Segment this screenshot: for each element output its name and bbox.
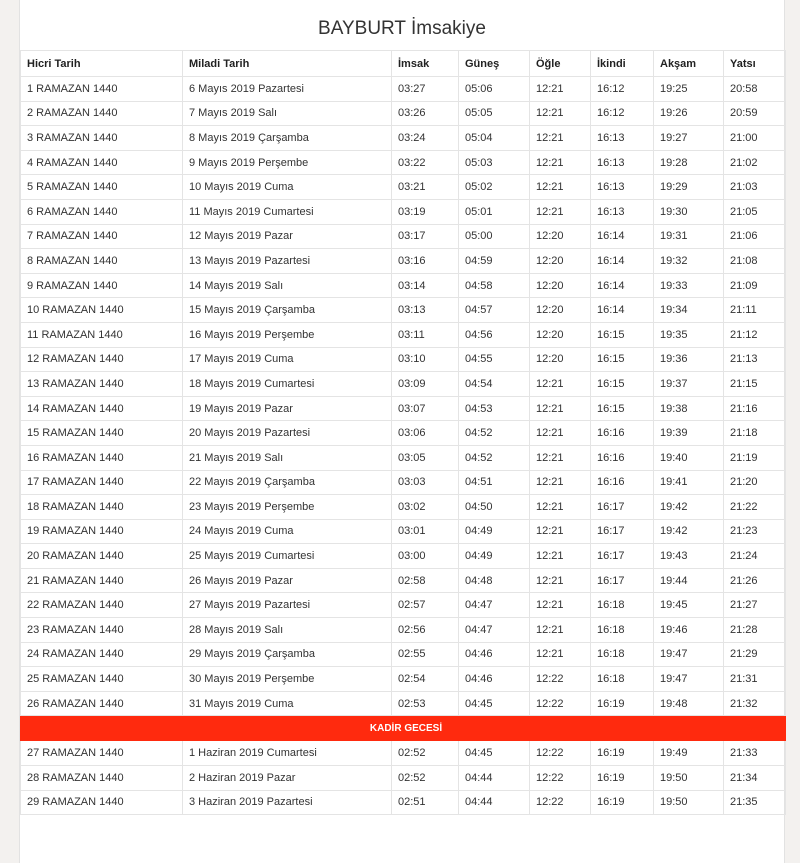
table-cell: 19:50 [654,790,724,815]
table-cell: 12:21 [530,372,591,397]
table-cell: 16:17 [591,495,654,520]
table-cell: 04:56 [459,322,530,347]
table-cell: 19:38 [654,396,724,421]
table-cell: 04:44 [459,766,530,791]
table-cell: 05:03 [459,150,530,175]
table-cell: 27 Mayıs 2019 Pazartesi [183,593,392,618]
table-row [21,544,786,569]
table-cell: 10 Mayıs 2019 Cuma [183,175,392,200]
table-cell: 16:16 [591,445,654,470]
table-row [21,322,786,347]
table-cell: 21:22 [724,495,786,520]
table-row [21,519,786,544]
table-cell: 04:47 [459,593,530,618]
table-cell: 03:02 [392,495,459,520]
table-cell: 16:13 [591,126,654,151]
table-cell: 12:20 [530,322,591,347]
table-cell: 24 RAMAZAN 1440 [21,642,183,667]
table-cell: 03:00 [392,544,459,569]
table-row [21,470,786,495]
table-cell: 12:21 [530,568,591,593]
table-cell: 15 Mayıs 2019 Çarşamba [183,298,392,323]
table-cell: 16:13 [591,175,654,200]
table-cell: 13 Mayıs 2019 Pazartesi [183,249,392,274]
table-cell: 04:48 [459,568,530,593]
table-cell: 19:29 [654,175,724,200]
table-row [21,298,786,323]
col-hicri-tarih: Hicri Tarih [21,51,183,77]
table-row [21,790,786,815]
table-cell: 19:47 [654,642,724,667]
table-cell: 12:20 [530,273,591,298]
table-cell: 16 RAMAZAN 1440 [21,445,183,470]
table-cell: 04:59 [459,249,530,274]
table-cell: 04:45 [459,741,530,766]
table-cell: 16:13 [591,150,654,175]
table-cell: 6 Mayıs 2019 Pazartesi [183,77,392,102]
table-row [21,691,786,716]
table-cell: 03:17 [392,224,459,249]
table-cell: 05:06 [459,77,530,102]
col-imsak: İmsak [392,51,459,77]
table-cell: 2 Haziran 2019 Pazar [183,766,392,791]
table-cell: 4 RAMAZAN 1440 [21,150,183,175]
table-row [21,642,786,667]
table-cell: 12:22 [530,766,591,791]
table-cell: 19:42 [654,519,724,544]
table-cell: 13 RAMAZAN 1440 [21,372,183,397]
table-row [21,495,786,520]
col-yatsi: Yatsı [724,51,786,77]
table-cell: 11 Mayıs 2019 Cumartesi [183,199,392,224]
table-row [21,421,786,446]
table-cell: 23 RAMAZAN 1440 [21,618,183,643]
table-cell: 04:45 [459,691,530,716]
table-row [21,150,786,175]
table-cell: 21:28 [724,618,786,643]
table-cell: 19:27 [654,126,724,151]
table-cell: 12:21 [530,445,591,470]
table-cell: 19:31 [654,224,724,249]
table-cell: 05:00 [459,224,530,249]
table-cell: 22 Mayıs 2019 Çarşamba [183,470,392,495]
table-cell: 31 Mayıs 2019 Cuma [183,691,392,716]
table-cell: 21 RAMAZAN 1440 [21,568,183,593]
table-cell: 03:21 [392,175,459,200]
table-cell: 19:50 [654,766,724,791]
table-cell: 20 Mayıs 2019 Pazartesi [183,421,392,446]
table-cell: 16:19 [591,790,654,815]
table-cell: 19:40 [654,445,724,470]
table-cell: 21:06 [724,224,786,249]
col-aksam: Akşam [654,51,724,77]
table-cell: 21:11 [724,298,786,323]
table-cell: 1 Haziran 2019 Cumartesi [183,741,392,766]
table-cell: 04:50 [459,495,530,520]
table-cell: 03:27 [392,77,459,102]
table-cell: 19:44 [654,568,724,593]
table-cell: 12:20 [530,224,591,249]
table-row [21,126,786,151]
table-cell: 21:12 [724,322,786,347]
table-row [21,101,786,126]
table-cell: 12:21 [530,77,591,102]
table-cell: 21:05 [724,199,786,224]
table-cell: 12:22 [530,741,591,766]
table-cell: 21:02 [724,150,786,175]
table-cell: 24 Mayıs 2019 Cuma [183,519,392,544]
table-cell: 04:51 [459,470,530,495]
table-cell: 21:32 [724,691,786,716]
table-cell: 17 RAMAZAN 1440 [21,470,183,495]
table-cell: 03:22 [392,150,459,175]
table-row [21,396,786,421]
table-cell: 02:58 [392,568,459,593]
table-cell: 21:24 [724,544,786,569]
table-cell: 03:26 [392,101,459,126]
table-cell: 05:02 [459,175,530,200]
table-cell: 16:13 [591,199,654,224]
table-cell: 02:51 [392,790,459,815]
table-cell: 19:47 [654,667,724,692]
table-cell: 03:11 [392,322,459,347]
table-cell: 21:15 [724,372,786,397]
table-cell: 5 RAMAZAN 1440 [21,175,183,200]
table-cell: 03:07 [392,396,459,421]
table-row [21,347,786,372]
kadir-gecesi-row [21,716,786,741]
table-cell: 19:39 [654,421,724,446]
table-cell: 12:21 [530,470,591,495]
table-cell: 12:22 [530,667,591,692]
table-cell: 12:21 [530,495,591,520]
table-cell: 14 RAMAZAN 1440 [21,396,183,421]
table-cell: 19:33 [654,273,724,298]
table-row [21,249,786,274]
table-cell: 16:19 [591,741,654,766]
table-cell: 03:19 [392,199,459,224]
table-cell: 3 RAMAZAN 1440 [21,126,183,151]
table-cell: 21:00 [724,126,786,151]
table-cell: 16:17 [591,544,654,569]
table-cell: 19:42 [654,495,724,520]
table-cell: 16:14 [591,298,654,323]
table-cell: 12:21 [530,150,591,175]
table-row [21,618,786,643]
table-cell: 16:14 [591,273,654,298]
table-cell: 12:21 [530,642,591,667]
table-cell: 9 Mayıs 2019 Perşembe [183,150,392,175]
table-cell: 19:49 [654,741,724,766]
table-cell: 21:33 [724,741,786,766]
imsakiye-card [19,0,785,863]
table-cell: 21:16 [724,396,786,421]
table-cell: 10 RAMAZAN 1440 [21,298,183,323]
table-cell: 03:09 [392,372,459,397]
table-cell: 21:31 [724,667,786,692]
table-cell: 12:21 [530,199,591,224]
table-cell: 03:13 [392,298,459,323]
table-cell: 22 RAMAZAN 1440 [21,593,183,618]
special-row-label: KADİR GECESİ [21,716,786,741]
col-gunes: Güneş [459,51,530,77]
table-cell: 21:18 [724,421,786,446]
table-cell: 12:22 [530,790,591,815]
table-cell: 16:16 [591,421,654,446]
table-cell: 16:18 [591,593,654,618]
table-cell: 05:05 [459,101,530,126]
table-cell: 12:21 [530,593,591,618]
table-cell: 19 Mayıs 2019 Pazar [183,396,392,421]
table-cell: 16 Mayıs 2019 Perşembe [183,322,392,347]
table-cell: 16:19 [591,766,654,791]
col-ikindi: İkindi [591,51,654,77]
page-title: BAYBURT İmsakiye [318,18,486,39]
table-cell: 02:53 [392,691,459,716]
table-cell: 04:46 [459,667,530,692]
table-cell: 21:09 [724,273,786,298]
table-cell: 16:15 [591,347,654,372]
table-cell: 8 RAMAZAN 1440 [21,249,183,274]
table-cell: 19:30 [654,199,724,224]
table-row [21,372,786,397]
table-cell: 16:18 [591,667,654,692]
table-cell: 05:01 [459,199,530,224]
table-cell: 12:21 [530,175,591,200]
table-cell: 12:20 [530,347,591,372]
table-cell: 02:56 [392,618,459,643]
table-cell: 16:18 [591,642,654,667]
col-miladi-tarih: Miladi Tarih [183,51,392,77]
table-cell: 25 RAMAZAN 1440 [21,667,183,692]
table-cell: 17 Mayıs 2019 Cuma [183,347,392,372]
table-cell: 03:24 [392,126,459,151]
col-ogle: Öğle [530,51,591,77]
table-cell: 03:03 [392,470,459,495]
table-cell: 02:52 [392,741,459,766]
table-cell: 21:08 [724,249,786,274]
table-cell: 16:15 [591,322,654,347]
table-cell: 03:05 [392,445,459,470]
table-row [21,445,786,470]
table-cell: 16:18 [591,618,654,643]
table-cell: 16:15 [591,372,654,397]
imsakiye-table [20,50,786,815]
table-cell: 03:01 [392,519,459,544]
table-row [21,667,786,692]
table-cell: 04:54 [459,372,530,397]
table-cell: 04:52 [459,445,530,470]
table-cell: 04:47 [459,618,530,643]
table-cell: 21:27 [724,593,786,618]
table-row [21,175,786,200]
table-row [21,224,786,249]
table-cell: 16:19 [591,691,654,716]
table-cell: 21 Mayıs 2019 Salı [183,445,392,470]
table-cell: 04:58 [459,273,530,298]
table-cell: 12:20 [530,249,591,274]
table-cell: 12:21 [530,396,591,421]
table-cell: 19:41 [654,470,724,495]
table-header-row [21,51,786,77]
table-cell: 19:43 [654,544,724,569]
table-cell: 20:59 [724,101,786,126]
table-cell: 04:49 [459,544,530,569]
table-cell: 11 RAMAZAN 1440 [21,322,183,347]
table-cell: 6 RAMAZAN 1440 [21,199,183,224]
table-cell: 02:57 [392,593,459,618]
table-cell: 04:46 [459,642,530,667]
table-cell: 19:48 [654,691,724,716]
table-cell: 20:58 [724,77,786,102]
table-cell: 16:12 [591,77,654,102]
table-cell: 21:03 [724,175,786,200]
table-row [21,766,786,791]
table-cell: 18 Mayıs 2019 Cumartesi [183,372,392,397]
table-cell: 29 Mayıs 2019 Çarşamba [183,642,392,667]
table-cell: 03:06 [392,421,459,446]
table-row [21,199,786,224]
table-cell: 21:23 [724,519,786,544]
table-cell: 19:45 [654,593,724,618]
table-cell: 19:35 [654,322,724,347]
table-cell: 04:49 [459,519,530,544]
table-cell: 03:16 [392,249,459,274]
table-cell: 3 Haziran 2019 Pazartesi [183,790,392,815]
table-cell: 19:25 [654,77,724,102]
table-cell: 27 RAMAZAN 1440 [21,741,183,766]
table-row [21,568,786,593]
table-cell: 7 Mayıs 2019 Salı [183,101,392,126]
table-cell: 19:46 [654,618,724,643]
table-cell: 19:36 [654,347,724,372]
table-cell: 28 RAMAZAN 1440 [21,766,183,791]
table-row [21,77,786,102]
table-cell: 16:17 [591,568,654,593]
table-cell: 28 Mayıs 2019 Salı [183,618,392,643]
table-cell: 05:04 [459,126,530,151]
table-cell: 02:54 [392,667,459,692]
table-cell: 20 RAMAZAN 1440 [21,544,183,569]
table-cell: 26 RAMAZAN 1440 [21,691,183,716]
table-cell: 12:21 [530,101,591,126]
table-row [21,273,786,298]
table-cell: 04:55 [459,347,530,372]
table-cell: 19 RAMAZAN 1440 [21,519,183,544]
table-body [21,77,786,815]
table-cell: 15 RAMAZAN 1440 [21,421,183,446]
table-cell: 25 Mayıs 2019 Cumartesi [183,544,392,569]
table-cell: 19:34 [654,298,724,323]
table-cell: 29 RAMAZAN 1440 [21,790,183,815]
table-cell: 02:52 [392,766,459,791]
table-cell: 12:21 [530,544,591,569]
table-cell: 04:44 [459,790,530,815]
table-cell: 1 RAMAZAN 1440 [21,77,183,102]
table-cell: 21:34 [724,766,786,791]
table-cell: 04:57 [459,298,530,323]
table-cell: 21:26 [724,568,786,593]
table-cell: 04:53 [459,396,530,421]
table-cell: 16:17 [591,519,654,544]
table-cell: 12 Mayıs 2019 Pazar [183,224,392,249]
table-cell: 12:22 [530,691,591,716]
table-cell: 12:20 [530,298,591,323]
table-cell: 2 RAMAZAN 1440 [21,101,183,126]
table-cell: 8 Mayıs 2019 Çarşamba [183,126,392,151]
table-cell: 18 RAMAZAN 1440 [21,495,183,520]
table-cell: 21:13 [724,347,786,372]
table-cell: 21:20 [724,470,786,495]
table-cell: 03:10 [392,347,459,372]
table-cell: 12:21 [530,421,591,446]
table-cell: 30 Mayıs 2019 Perşembe [183,667,392,692]
table-cell: 03:14 [392,273,459,298]
table-cell: 02:55 [392,642,459,667]
table-row [21,741,786,766]
table-cell: 23 Mayıs 2019 Perşembe [183,495,392,520]
table-cell: 12:21 [530,618,591,643]
table-cell: 19:28 [654,150,724,175]
table-cell: 26 Mayıs 2019 Pazar [183,568,392,593]
table-cell: 16:15 [591,396,654,421]
table-cell: 21:35 [724,790,786,815]
table-cell: 12:21 [530,519,591,544]
table-cell: 9 RAMAZAN 1440 [21,273,183,298]
table-cell: 19:37 [654,372,724,397]
table-cell: 16:12 [591,101,654,126]
table-cell: 16:16 [591,470,654,495]
table-cell: 14 Mayıs 2019 Salı [183,273,392,298]
table-cell: 7 RAMAZAN 1440 [21,224,183,249]
table-cell: 04:52 [459,421,530,446]
table-cell: 19:26 [654,101,724,126]
table-cell: 12:21 [530,126,591,151]
table-row [21,593,786,618]
table-cell: 19:32 [654,249,724,274]
table-cell: 12 RAMAZAN 1440 [21,347,183,372]
table-cell: 21:29 [724,642,786,667]
table-cell: 21:19 [724,445,786,470]
table-cell: 16:14 [591,249,654,274]
table-cell: 16:14 [591,224,654,249]
